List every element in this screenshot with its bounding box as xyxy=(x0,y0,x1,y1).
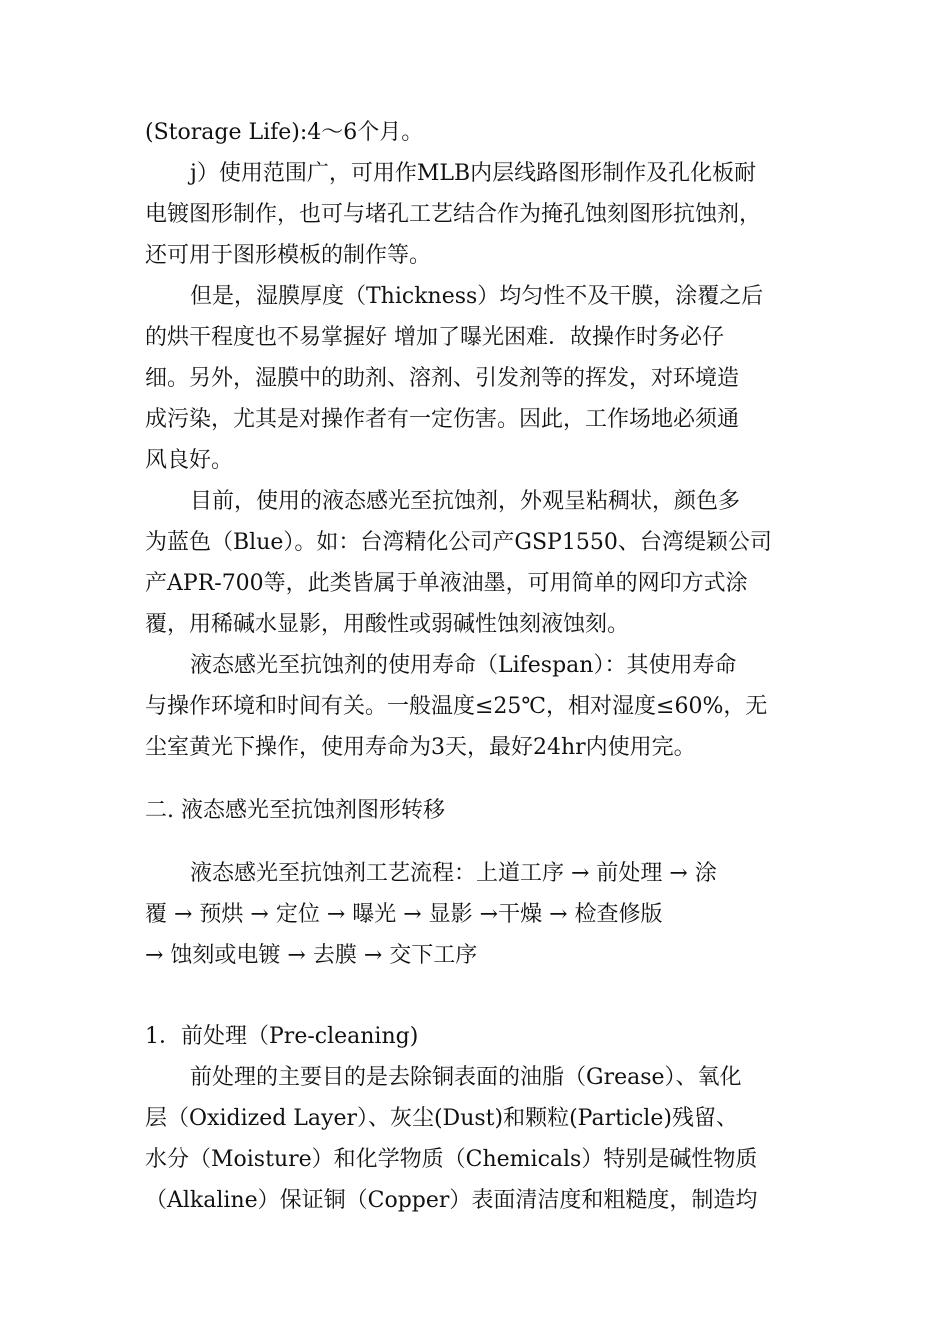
text-line: 覆 → 预烘 → 定位 → 曝光 → 显影 →干燥 → 检查修版 xyxy=(145,902,663,927)
text-line: 风良好。 xyxy=(145,448,234,473)
text-line: 液态感光至抗蚀剂工艺流程：上道工序 → 前处理 → 涂 xyxy=(190,861,717,886)
text-line: 为蓝色（Blue）。如：台湾精化公司产GSP1550、台湾缇颖公司 xyxy=(145,530,772,555)
spacer xyxy=(145,768,810,790)
spacer xyxy=(145,976,810,1016)
text-line: 的烘干程度也不易掌握好 增加了曝光困难．故操作时务必仔 xyxy=(145,325,724,350)
text-line: 前处理的主要目的是去除铜表面的油脂（Grease）、氧化 xyxy=(190,1065,742,1090)
spacer xyxy=(145,831,810,853)
text-line: 但是，湿膜厚度（Thickness）均匀性不及干膜，涂覆之后 xyxy=(190,284,764,309)
text-line: 覆，用稀碱水显影，用酸性或弱碱性蚀刻液蚀刻。 xyxy=(145,612,630,637)
text-line: 细。另外，湿膜中的助剂、溶剂、引发剂等的挥发，对环境造 xyxy=(145,366,740,391)
text-line: → 蚀刻或电镀 → 去膜 → 交下工序 xyxy=(145,943,478,968)
text-line: 还可用于图形模板的制作等。 xyxy=(145,243,432,268)
text-line: j）使用范围广，可用作MLB内层线路图形制作及孔化板耐 xyxy=(190,161,757,186)
text-line: 尘室黄光下操作，使用寿命为3天，最好24hr内使用完。 xyxy=(145,735,696,760)
text-line: 电镀图形制作，也可与堵孔工艺结合作为掩孔蚀刻图形抗蚀剂， xyxy=(145,202,762,227)
text-line: 层（Oxidized Layer）、灰尘(Dust)和颗粒(Particle)残留、 xyxy=(145,1106,738,1131)
text-line: 二. 液态感光至抗蚀剂图形转移 xyxy=(145,798,445,823)
text-line: 产APR-700等，此类皆属于单液油墨，可用简单的网印方式涂 xyxy=(145,571,748,596)
text-line: 成污染，尤其是对操作者有一定伤害。因此，工作场地必须通 xyxy=(145,407,740,432)
text-line: 水分（Moisture）和化学物质（Chemicals）特别是碱性物质 xyxy=(145,1147,758,1172)
text-line: 液态感光至抗蚀剂的使用寿命（Lifespan）：其使用寿命 xyxy=(190,653,737,678)
text-line: 目前，使用的液态感光至抗蚀剂，外观呈粘稠状，颜色多 xyxy=(190,489,741,514)
text-line: (Storage Life):4～6个月。 xyxy=(145,120,424,145)
text-line: 与操作环境和时间有关。一般温度≤25℃，相对湿度≤60%，无 xyxy=(145,694,768,719)
text-line: 1．前处理（Pre-cleaning) xyxy=(145,1024,419,1049)
text-line: （Alkaline）保证铜（Copper）表面清洁度和粗糙度，制造均 xyxy=(145,1188,758,1213)
